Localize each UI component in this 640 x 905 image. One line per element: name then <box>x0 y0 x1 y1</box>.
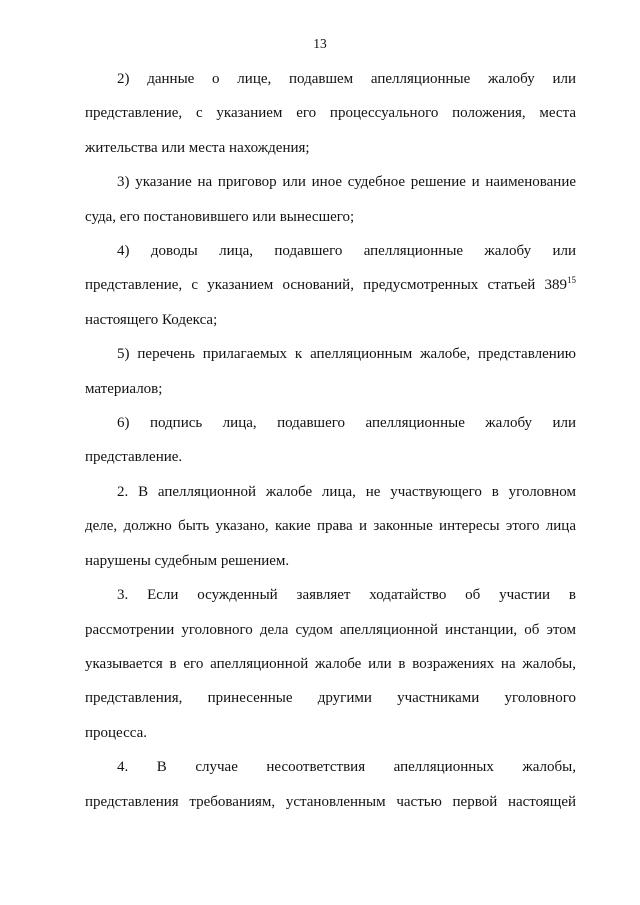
text-line: 6) подпись лица, подавшего апелляционные жалобу или <box>117 415 576 432</box>
text-line: 2) данные о лице, подавшем апелляционные жалобу или <box>117 71 576 87</box>
text-line: 5) перечень прилагаемых к апелляционным жалобе, представлению <box>117 346 576 363</box>
paragraph-item-3 <box>85 165 576 234</box>
text-line: суда, его постановившего или вынесшего; <box>85 208 355 225</box>
document-body <box>85 62 576 819</box>
text-line: материалов; <box>85 380 163 397</box>
text-line: жительства или места нахождения; <box>85 139 310 156</box>
paragraph-part-2 <box>85 475 576 578</box>
text-segment: представление, с указанием оснований, предусмотренных статьей 389 <box>85 277 567 294</box>
text-line: процесса. <box>85 724 147 741</box>
superscript-article-number: 15 <box>567 275 576 286</box>
text-line: представление, с указанием его процессуального положения, места <box>85 105 576 122</box>
text-line: 4) доводы лица, подавшего апелляционные жалобу или <box>117 243 576 260</box>
paragraph-item-2 <box>85 62 576 165</box>
text-line: 3. Если осужденный заявляет ходатайство об участии в <box>117 587 576 604</box>
paragraph-item-5 <box>85 337 576 406</box>
page-number: 13 <box>313 36 327 51</box>
paragraph-part-4 <box>85 750 576 819</box>
text-line: деле, должно быть указано, какие права и законные интересы этого лица <box>85 518 576 535</box>
paragraph-item-6 <box>85 406 576 475</box>
text-line: представление. <box>85 449 183 466</box>
text-line: настоящего Кодекса; <box>85 311 218 328</box>
text-line: 2. В апелляционной жалобе лица, не участвующего в уголовном <box>117 483 576 500</box>
text-line: представления требованиям, установленным частью первой настоящей <box>85 793 576 810</box>
text-line: представления, принесенные другими участниками уголовного <box>85 690 576 707</box>
paragraph-part-3 <box>85 578 576 750</box>
text-line: нарушены судебным решением. <box>85 552 290 569</box>
text-line: рассмотрении уголовного дела судом апелляционной инстанции, об этом <box>85 621 576 638</box>
text-line: указывается в его апелляционной жалобе или в возражениях на жалобы, <box>85 655 576 672</box>
text-line: 4. В случае несоответствия апелляционных жалобы, <box>117 759 576 776</box>
text-line: 3) указание на приговор или иное судебное решение и наименование <box>117 174 576 191</box>
paragraph-item-4 <box>85 234 576 337</box>
text-line <box>85 268 576 302</box>
